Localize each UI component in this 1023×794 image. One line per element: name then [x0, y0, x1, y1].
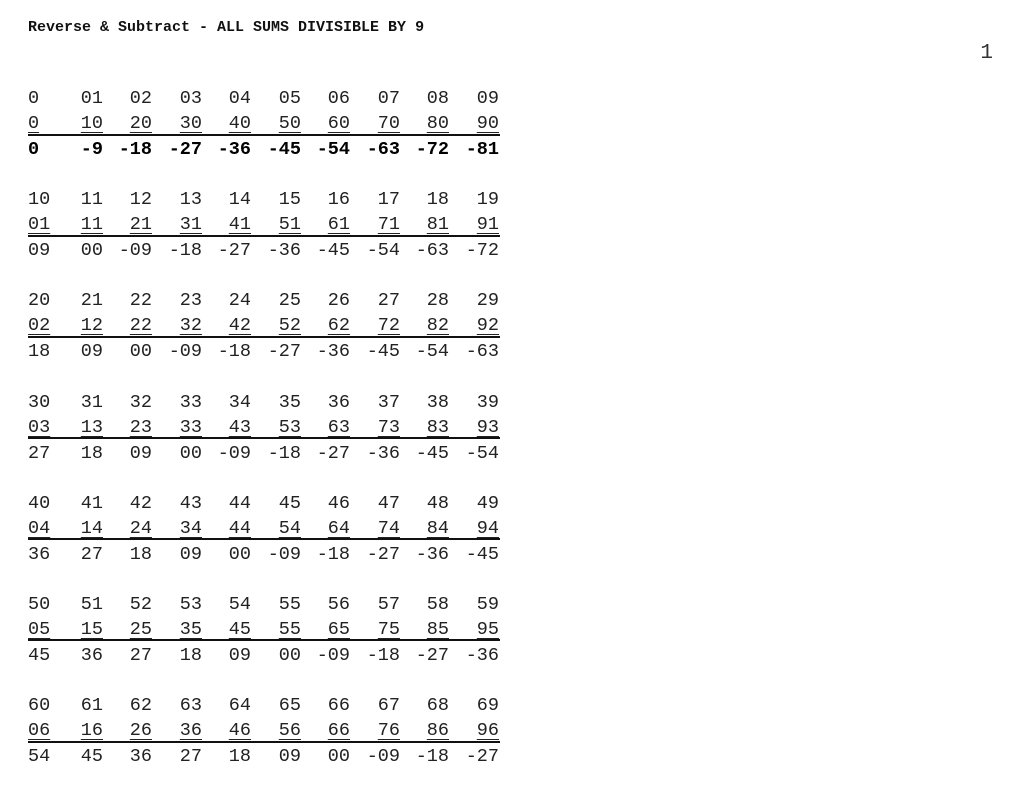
number-cell: 36 — [327, 391, 351, 413]
number-cell: -09 — [118, 240, 152, 262]
number-cell: -36 — [465, 644, 499, 666]
number-cell: 45 — [28, 644, 51, 666]
number-cell: 44 — [228, 517, 252, 539]
number-cell: 40 — [28, 492, 51, 514]
number-cell: 35 — [278, 391, 302, 413]
number-cell: -63 — [415, 240, 449, 262]
number-cell: 43 — [179, 492, 203, 514]
number-cell: 03 — [179, 88, 203, 109]
number-cell: 38 — [426, 391, 450, 413]
number-cell: 91 — [476, 214, 500, 236]
number-cell: 09 — [228, 644, 252, 666]
subtraction-rule — [28, 538, 500, 540]
number-cell: 36 — [28, 543, 51, 565]
number-cell: 63 — [327, 416, 351, 438]
number-cell: 12 — [80, 315, 104, 337]
number-cell: 14 — [228, 189, 252, 211]
number-cell: 34 — [228, 391, 252, 413]
number-cell: 01 — [80, 88, 104, 109]
number-cell: 16 — [80, 720, 104, 742]
page-number: 1 — [980, 42, 993, 65]
number-cell: 27 — [28, 442, 51, 464]
number-cell: 62 — [327, 315, 351, 337]
number-cell: -72 — [465, 240, 499, 262]
number-cell: 47 — [377, 492, 401, 514]
number-cell: 0 — [28, 88, 40, 109]
number-cell: 20 — [129, 113, 153, 134]
number-cell: 36 — [80, 644, 104, 666]
number-cell: 02 — [28, 315, 51, 337]
number-cell: 93 — [476, 416, 500, 438]
number-cell: -09 — [267, 543, 301, 565]
number-cell: 72 — [377, 315, 401, 337]
number-cell: 83 — [426, 416, 450, 438]
number-cell: 41 — [80, 492, 104, 514]
number-cell: -18 — [168, 240, 202, 262]
number-cell: 29 — [476, 290, 500, 312]
number-cell: 43 — [228, 416, 252, 438]
number-cell: 26 — [129, 720, 153, 742]
number-cell: 0 — [28, 113, 40, 134]
number-cell: -54 — [316, 139, 350, 160]
number-cell: 00 — [129, 341, 153, 363]
number-cell: 05 — [28, 618, 51, 640]
number-cell: 53 — [179, 593, 203, 615]
number-cell: 33 — [179, 416, 203, 438]
number-cell: 82 — [426, 315, 450, 337]
number-cell: 67 — [377, 695, 401, 717]
number-cell: 24 — [228, 290, 252, 312]
number-cell: -9 — [80, 139, 104, 160]
number-cell: 18 — [426, 189, 450, 211]
subtraction-block — [28, 592, 500, 693]
number-cell: 11 — [80, 214, 104, 236]
number-cell: 11 — [80, 189, 104, 211]
number-cell: 69 — [476, 695, 500, 717]
number-cell: 25 — [129, 618, 153, 640]
number-cell: -27 — [316, 442, 350, 464]
number-cell: 13 — [80, 416, 104, 438]
number-cell: 61 — [80, 695, 104, 717]
number-cell: 09 — [80, 341, 104, 363]
number-cell: 50 — [28, 593, 51, 615]
number-cell: 00 — [228, 543, 252, 565]
number-cell: 53 — [278, 416, 302, 438]
number-cell: -45 — [267, 139, 301, 160]
number-cell: 13 — [179, 189, 203, 211]
number-cell: 95 — [476, 618, 500, 640]
number-cell: 55 — [278, 593, 302, 615]
number-cell: 00 — [80, 240, 104, 262]
number-cell: -27 — [415, 644, 449, 666]
number-cell: 22 — [129, 315, 153, 337]
number-cell: -18 — [217, 341, 251, 363]
number-cell: -09 — [168, 341, 202, 363]
number-cell: 64 — [228, 695, 252, 717]
number-cell: 08 — [426, 88, 450, 109]
subtraction-rule — [28, 134, 500, 136]
number-cell: 71 — [377, 214, 401, 236]
number-cell: 06 — [28, 720, 51, 742]
number-cell: 05 — [278, 88, 302, 109]
number-cell: 94 — [476, 517, 500, 539]
number-cell: 46 — [327, 492, 351, 514]
number-cell: -63 — [465, 341, 499, 363]
number-cell: -18 — [267, 442, 301, 464]
number-cell: 15 — [80, 618, 104, 640]
number-cell: 0 — [28, 139, 40, 160]
document-title: Reverse & Subtract - ALL SUMS DIVISIBLE BY 9 — [28, 19, 425, 36]
number-cell: 20 — [28, 290, 51, 312]
number-cell: -27 — [217, 240, 251, 262]
number-cell: 26 — [327, 290, 351, 312]
number-cell: 30 — [28, 391, 51, 413]
number-cell: 49 — [476, 492, 500, 514]
number-cell: -45 — [415, 442, 449, 464]
number-cell: 50 — [278, 113, 302, 134]
number-cell: 00 — [179, 442, 203, 464]
number-cell: 85 — [426, 618, 450, 640]
number-cell: 18 — [228, 746, 252, 768]
number-cell: 23 — [129, 416, 153, 438]
number-cell: -63 — [366, 139, 400, 160]
number-cell: 19 — [476, 189, 500, 211]
number-cell: 80 — [426, 113, 450, 134]
number-cell: 18 — [80, 442, 104, 464]
subtraction-block — [28, 693, 500, 794]
number-cell: -18 — [415, 746, 449, 768]
number-cell: 51 — [80, 593, 104, 615]
number-cell: 09 — [129, 442, 153, 464]
number-cell: 27 — [377, 290, 401, 312]
number-cell: 65 — [278, 695, 302, 717]
number-cell: -72 — [415, 139, 449, 160]
subtraction-block — [28, 288, 500, 389]
number-cell: 56 — [327, 593, 351, 615]
number-cell: 02 — [129, 88, 153, 109]
number-cell: 66 — [327, 695, 351, 717]
number-cell: 18 — [28, 341, 51, 363]
number-cell: 09 — [179, 543, 203, 565]
subtraction-blocks — [28, 86, 500, 794]
number-cell: 10 — [80, 113, 104, 134]
number-cell: 06 — [327, 88, 351, 109]
subtraction-rule — [28, 437, 500, 439]
number-cell: 16 — [327, 189, 351, 211]
number-cell: 41 — [228, 214, 252, 236]
number-cell: 54 — [28, 746, 51, 768]
subtraction-block — [28, 187, 500, 288]
subtraction-rule — [28, 639, 500, 641]
number-cell: 68 — [426, 695, 450, 717]
number-cell: 27 — [129, 644, 153, 666]
number-cell: -45 — [366, 341, 400, 363]
number-cell: 58 — [426, 593, 450, 615]
number-cell: 52 — [129, 593, 153, 615]
number-cell: -36 — [415, 543, 449, 565]
number-cell: 09 — [28, 240, 51, 262]
number-cell: 04 — [28, 517, 51, 539]
subtraction-rule — [28, 235, 500, 237]
number-cell: 00 — [278, 644, 302, 666]
number-cell: -36 — [316, 341, 350, 363]
subtraction-block — [28, 491, 500, 592]
subtraction-rule — [28, 741, 500, 743]
number-cell: 92 — [476, 315, 500, 337]
number-cell: 18 — [179, 644, 203, 666]
number-cell: 84 — [426, 517, 450, 539]
subtraction-block — [28, 86, 500, 187]
number-cell: -18 — [366, 644, 400, 666]
number-cell: 39 — [476, 391, 500, 413]
number-cell: 70 — [377, 113, 401, 134]
number-cell: 21 — [80, 290, 104, 312]
number-cell: 27 — [80, 543, 104, 565]
number-cell: 36 — [179, 720, 203, 742]
number-cell: 51 — [278, 214, 302, 236]
number-cell: 76 — [377, 720, 401, 742]
number-cell: 34 — [179, 517, 203, 539]
number-cell: 45 — [278, 492, 302, 514]
number-cell: 75 — [377, 618, 401, 640]
number-cell: 12 — [129, 189, 153, 211]
number-cell: 81 — [426, 214, 450, 236]
number-cell: 42 — [228, 315, 252, 337]
number-cell: 24 — [129, 517, 153, 539]
number-cell: -18 — [316, 543, 350, 565]
number-cell: -81 — [465, 139, 499, 160]
number-cell: 18 — [129, 543, 153, 565]
number-cell: 10 — [28, 189, 51, 211]
number-cell: 90 — [476, 113, 500, 134]
number-cell: 31 — [179, 214, 203, 236]
number-cell: -27 — [267, 341, 301, 363]
number-cell: 01 — [28, 214, 51, 236]
number-cell: 61 — [327, 214, 351, 236]
number-cell: 35 — [179, 618, 203, 640]
number-cell: -27 — [366, 543, 400, 565]
number-cell: 54 — [278, 517, 302, 539]
number-cell: 66 — [327, 720, 351, 742]
number-cell: 25 — [278, 290, 302, 312]
number-cell: 15 — [278, 189, 302, 211]
number-cell: 37 — [377, 391, 401, 413]
number-cell: 33 — [179, 391, 203, 413]
number-cell: 07 — [377, 88, 401, 109]
number-cell: 23 — [179, 290, 203, 312]
number-cell: -45 — [316, 240, 350, 262]
number-cell: 55 — [278, 618, 302, 640]
number-cell: -36 — [267, 240, 301, 262]
number-cell: 32 — [179, 315, 203, 337]
number-cell: 60 — [28, 695, 51, 717]
number-cell: 27 — [179, 746, 203, 768]
number-cell: 36 — [129, 746, 153, 768]
number-cell: 48 — [426, 492, 450, 514]
number-cell: 74 — [377, 517, 401, 539]
number-cell: 56 — [278, 720, 302, 742]
number-cell: -45 — [465, 543, 499, 565]
number-cell: 31 — [80, 391, 104, 413]
number-cell: 52 — [278, 315, 302, 337]
number-cell: 62 — [129, 695, 153, 717]
number-cell: 46 — [228, 720, 252, 742]
number-cell: 60 — [327, 113, 351, 134]
number-cell: -36 — [217, 139, 251, 160]
number-cell: 63 — [179, 695, 203, 717]
number-cell: -09 — [217, 442, 251, 464]
number-cell: 14 — [80, 517, 104, 539]
number-cell: 32 — [129, 391, 153, 413]
number-cell: 04 — [228, 88, 252, 109]
number-cell: 21 — [129, 214, 153, 236]
number-cell: -09 — [316, 644, 350, 666]
number-cell: 17 — [377, 189, 401, 211]
number-cell: 65 — [327, 618, 351, 640]
number-cell: 30 — [179, 113, 203, 134]
number-cell: 28 — [426, 290, 450, 312]
number-cell: 45 — [80, 746, 104, 768]
number-cell: 22 — [129, 290, 153, 312]
number-cell: 45 — [228, 618, 252, 640]
number-cell: 09 — [476, 88, 500, 109]
number-cell: -36 — [366, 442, 400, 464]
number-cell: 96 — [476, 720, 500, 742]
number-cell: 09 — [278, 746, 302, 768]
subtraction-block — [28, 390, 500, 491]
number-cell: 59 — [476, 593, 500, 615]
number-cell: 86 — [426, 720, 450, 742]
number-cell: 73 — [377, 416, 401, 438]
number-cell: -54 — [366, 240, 400, 262]
number-cell: -27 — [465, 746, 499, 768]
number-cell: -54 — [415, 341, 449, 363]
number-cell: -27 — [168, 139, 202, 160]
number-cell: -54 — [465, 442, 499, 464]
number-cell: 57 — [377, 593, 401, 615]
number-cell: 64 — [327, 517, 351, 539]
number-cell: 44 — [228, 492, 252, 514]
number-cell: 42 — [129, 492, 153, 514]
number-cell: 54 — [228, 593, 252, 615]
number-cell: -09 — [366, 746, 400, 768]
number-cell: 00 — [327, 746, 351, 768]
subtraction-rule — [28, 336, 500, 338]
number-cell: -18 — [118, 139, 152, 160]
number-cell: 40 — [228, 113, 252, 134]
number-cell: 03 — [28, 416, 51, 438]
